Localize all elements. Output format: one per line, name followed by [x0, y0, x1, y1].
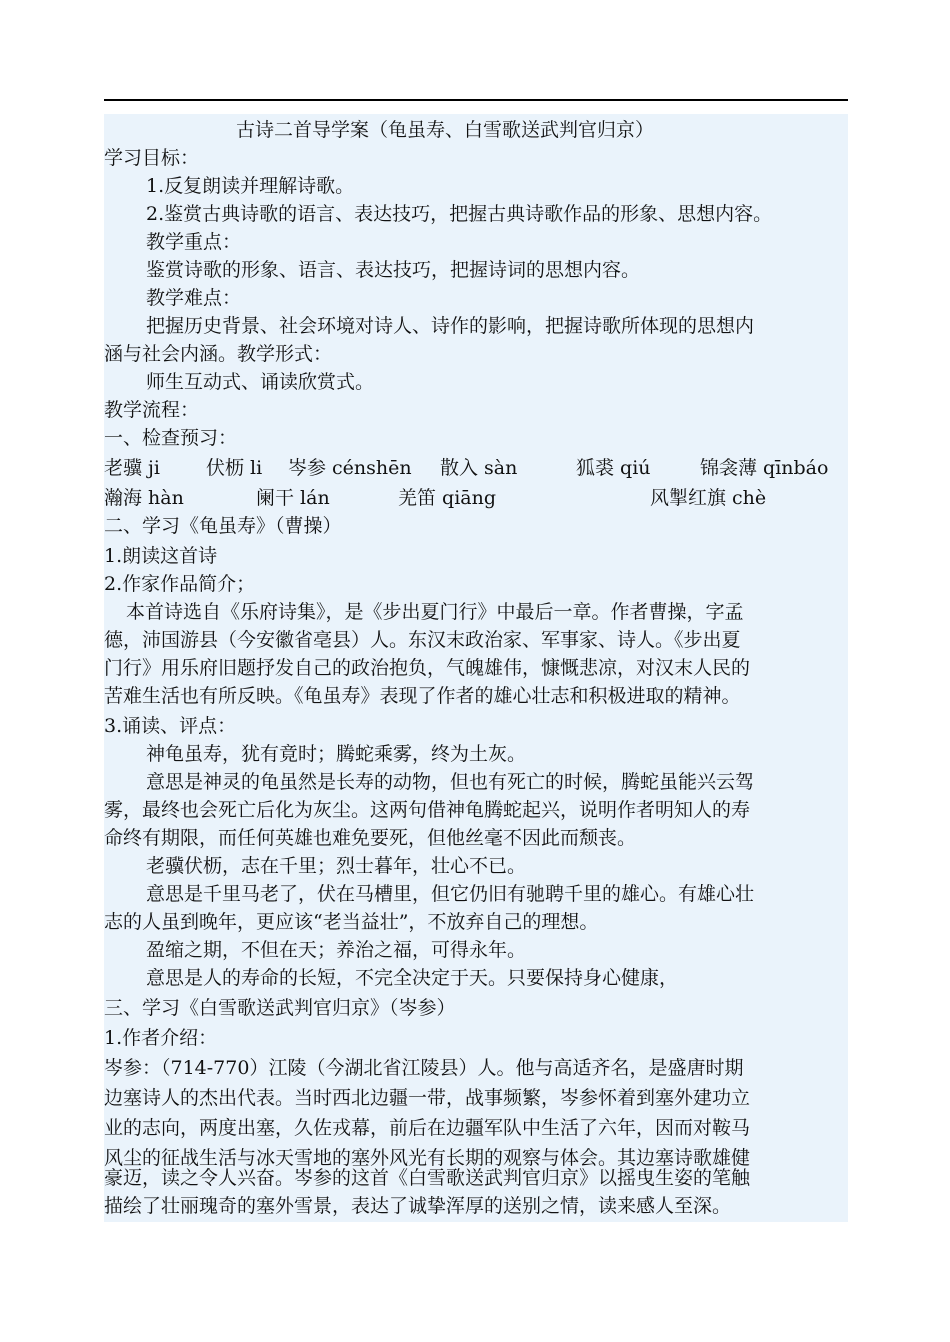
verse-1-note: 命终有期限，而任何英雄也难免要死，但他丝毫不因此而颓丧。	[104, 827, 637, 849]
pinyin-item: 狐裘 qiú	[576, 457, 651, 479]
key-heading: 教学重点：	[146, 231, 242, 253]
verse-2-note: 志的人虽到晚年，更应该“老当益壮”，不放弃自己的理想。	[104, 911, 599, 933]
difficulty-line: 把握历史背景、社会环境对诗人、诗作的影响，把握诗歌所体现的思想内	[146, 315, 755, 337]
pinyin-item: 伏枥 li	[206, 457, 263, 479]
header-rule	[104, 99, 848, 101]
s3-author-line: 豪迈，读之令人兴奋。岑参的这首《白雪歌送武判官归京》以摇曳生姿的笔触	[104, 1167, 751, 1189]
key-text: 鉴赏诗歌的形象、语言、表达技巧，把握诗词的思想内容。	[146, 259, 641, 281]
pinyin-item: 风掣红旗 chè	[650, 487, 767, 509]
verse-2: 老骥伏枥，志在千里；烈士暮年，壮心不已。	[146, 855, 527, 877]
document-body	[104, 114, 848, 1222]
pinyin-item: 岑参 cénshēn	[288, 457, 412, 479]
difficulty-heading: 教学难点：	[146, 287, 242, 309]
verse-3: 盈缩之期，不但在天；养治之福，可得永年。	[146, 939, 527, 961]
s2-item-3: 3.诵读、评点：	[104, 715, 237, 737]
s2-intro-line: 苦难生活也有所反映。《龟虽寿》表现了作者的雄心壮志和积极进取的精神。	[104, 685, 741, 707]
verse-1: 神龟虽寿，犹有竟时；腾蛇乘雾，终为土灰。	[146, 743, 527, 765]
s2-intro-line: 门行》用乐府旧题抒发自己的政治抱负，气魄雄伟，慷慨悲凉，对汉末人民的	[104, 657, 751, 679]
pinyin-item: 锦衾薄 qīnbáo	[700, 457, 829, 479]
s3-author-line: 业的志向，两度出塞，久佐戎幕，前后在边疆军队中生活了六年，因而对鞍马	[104, 1117, 751, 1139]
verse-2-note: 意思是千里马老了，伏在马槽里，但它仍旧有驰聘千里的雄心。有雄心壮	[146, 883, 755, 905]
s2-item-1: 1.朗读这首诗	[104, 545, 218, 567]
section-1-heading: 一、检查预习：	[104, 427, 238, 449]
verse-3-note: 意思是人的寿命的长短，不完全决定于天。只要保持身心健康，	[146, 967, 679, 989]
objectives-heading: 学习目标：	[104, 147, 200, 169]
section-2-heading: 二、学习《龟虽寿》（曹操）	[104, 515, 342, 537]
pinyin-item: 散入 sàn	[440, 457, 518, 479]
s2-intro-line: 本首诗选自《乐府诗集》，是《步出夏门行》中最后一章。作者曹操，字孟	[126, 601, 744, 623]
s3-author-line: 边塞诗人的杰出代表。当时西北边疆一带，战事频繁，岑参怀着到塞外建功立	[104, 1087, 751, 1109]
s3-item-1: 1.作者介绍：	[104, 1027, 218, 1049]
pinyin-item: 老骥 ji	[104, 457, 161, 479]
document-title: 古诗二首导学案（龟虽寿、白雪歌送武判官归京）	[236, 119, 655, 141]
verse-1-note: 雾，最终也会死亡后化为灰尘。这两句借神龟腾蛇起兴，说明作者明知人的寿	[104, 799, 751, 821]
teaching-form: 师生互动式、诵读欣赏式。	[146, 371, 375, 393]
s2-item-2: 2.作家作品简介；	[104, 573, 256, 595]
objective-1: 1.反复朗读并理解诗歌。	[146, 175, 355, 197]
difficulty-line: 涵与社会内涵。教学形式：	[104, 343, 333, 365]
objective-2: 2.鉴赏古典诗歌的语言、表达技巧，把握古典诗歌作品的形象、思想内容。	[146, 203, 773, 225]
s2-intro-line: 德，沛国游县（今安徽省亳县）人。东汉末政治家、军事家、诗人。《步出夏	[104, 629, 741, 651]
pinyin-item: 羌笛 qiāng	[398, 487, 497, 509]
verse-1-note: 意思是神灵的龟虽然是长寿的动物，但也有死亡的时候，腾蛇虽能兴云驾	[146, 771, 755, 793]
s3-author-line: 岑参：（714-770）江陵（今湖北省江陵县）人。他与高适齐名，是盛唐时期	[104, 1057, 744, 1079]
process-heading: 教学流程：	[104, 399, 200, 421]
s3-author-line: 描绘了壮丽瑰奇的塞外雪景，表达了诚挚浑厚的送别之情，读来感人至深。	[104, 1195, 732, 1217]
pinyin-item: 阑干 lán	[256, 487, 330, 509]
pinyin-item: 瀚海 hàn	[104, 487, 184, 509]
s3-author-line: 风尘的征战生活与冰天雪地的塞外风光有长期的观察与体会。其边塞诗歌雄健	[104, 1147, 751, 1169]
section-3-heading: 三、学习《白雪歌送武判官归京》（岑参）	[104, 997, 456, 1019]
